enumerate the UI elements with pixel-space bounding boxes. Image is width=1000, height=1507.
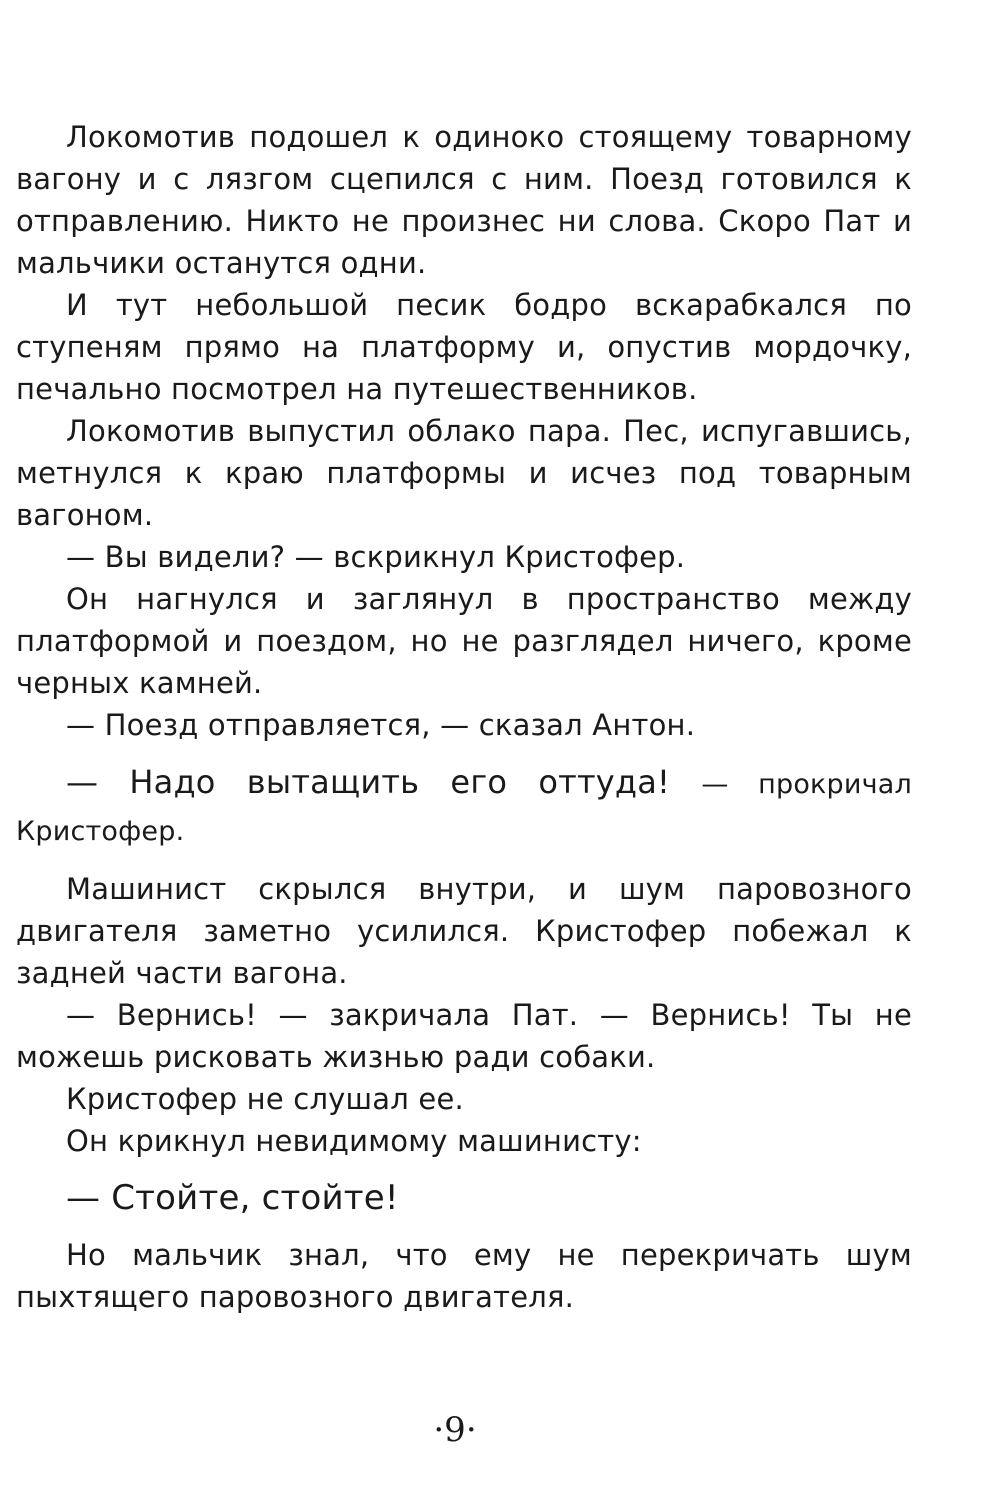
paragraph-7 xyxy=(16,760,912,854)
paragraph-13: Но мальчик знал, что ему не перекричать шум пыхтящего паровозного двигателя. xyxy=(16,1238,912,1314)
paragraph-8: Машинист скрылся внутри, и шум паровозного двигателя заметно усилился. Кристофер побежал к задней части вагона. xyxy=(16,872,912,990)
paragraph-6: — Поезд отправляется, — сказал Антон. xyxy=(66,708,696,742)
paragraph-4: — Вы видели? — вскрикнул Кристофер. xyxy=(66,540,686,574)
paragraph-2: И тут небольшой песик бодро вскарабкался по ступеням прямо на платформу и, опустив мордочку, печально посмотрел на путешественников. xyxy=(16,288,912,406)
body-text xyxy=(16,116,912,1318)
paragraph-12: — Стойте, стойте! xyxy=(66,1178,399,1218)
paragraph-3: Локомотив выпустил облако пара. Пес, испугавшись, метнулся к краю платформы и исчез под товарным вагоном. xyxy=(16,414,912,532)
paragraph-5: Он нагнулся и заглянул в пространство между платформой и поездом, но не разглядел ничего, кроме черных камней. xyxy=(16,582,912,700)
page-number: ·9· xyxy=(433,1410,477,1450)
paragraph-10: Кристофер не слушал ее. xyxy=(66,1082,464,1116)
paragraph-9: — Вернись! — закричала Пат. — Вернись! Ты не можешь рисковать жизнью ради собаки. xyxy=(16,998,912,1074)
paragraph-1: Локомотив подошел к одиноко стоящему товарному вагону и с лязгом сцепился с ним. Поезд готовился к отправлению. Никто не произнес ни слова. Скоро Пат и мальчики останутся одни. xyxy=(16,120,912,280)
shout-tail: — прокричал Кристофер. xyxy=(16,769,912,847)
paragraph-11: Он крикнул невидимому машинисту: xyxy=(66,1124,642,1158)
shout-text: — Надо вытащить его оттуда! xyxy=(66,763,671,801)
